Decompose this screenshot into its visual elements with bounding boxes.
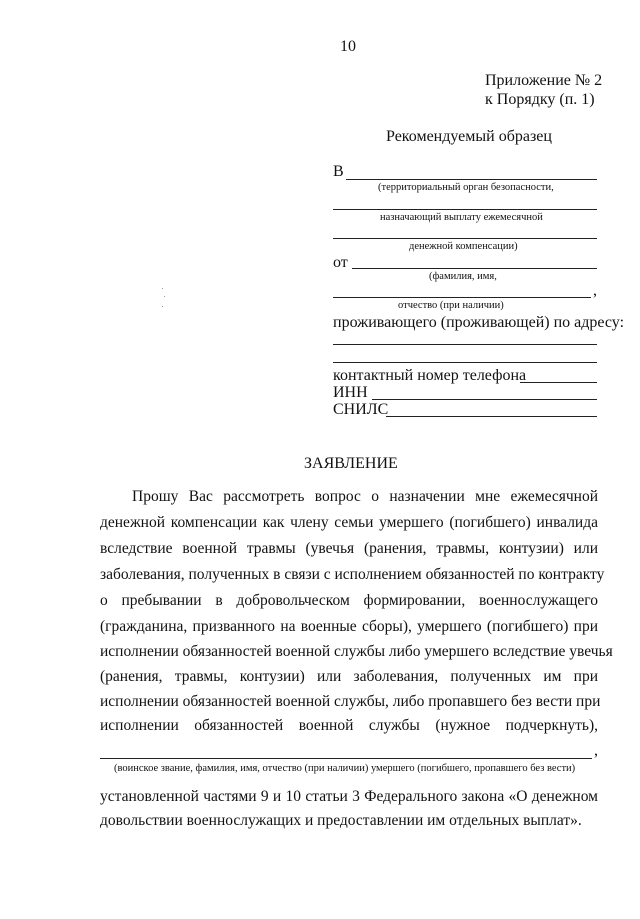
snils-label: СНИЛС bbox=[333, 401, 389, 418]
statement-line: исполнении обязанностей военной службы (нужное подчеркнуть), bbox=[100, 717, 598, 734]
inn-line bbox=[372, 399, 597, 400]
to-authority-caption-2: назначающий выплату ежемесячной bbox=[380, 212, 543, 223]
residence-label: проживающего (проживающей) по адресу: bbox=[333, 314, 625, 331]
address-line-2 bbox=[333, 362, 597, 363]
phone-label: контактный номер телефона bbox=[333, 367, 527, 384]
applicant-name-line bbox=[352, 268, 597, 269]
statement-tail-line: установленной частями 9 и 10 статьи 3 Федерального закона «О денежном bbox=[100, 788, 598, 805]
statement-line: исполнении обязанностей военной службы, либо пропавшего без вести при bbox=[100, 693, 601, 710]
statement-line: (гражданина, призванного на военные сборы), умершего (погибшего) при bbox=[100, 618, 598, 635]
scan-speck bbox=[164, 296, 165, 297]
sample-title: Рекомендуемый образец bbox=[386, 128, 552, 145]
phone-line bbox=[520, 382, 597, 383]
applicant-name-caption-2: отчество (при наличии) bbox=[398, 300, 504, 311]
statement-title: ЗАЯВЛЕНИЕ bbox=[304, 455, 398, 472]
statement-line: о пребывании в добровольческом формировании, военнослужащего bbox=[100, 592, 598, 609]
statement-line: Прошу Вас рассмотреть вопрос о назначении мне ежемесячной bbox=[132, 488, 598, 505]
applicant-name-line-2 bbox=[333, 297, 591, 298]
page-number: 10 bbox=[340, 38, 356, 55]
to-authority-line-3 bbox=[333, 238, 597, 239]
scan-speck bbox=[162, 288, 163, 289]
applicant-name-comma: , bbox=[593, 282, 597, 299]
appendix-title: Приложение № 2 bbox=[485, 72, 603, 89]
inn-label: ИНН bbox=[333, 384, 368, 401]
from-prefix: от bbox=[333, 254, 348, 271]
statement-tail-line: довольствии военнослужащих и предоставлении им отдельных выплат». bbox=[100, 812, 582, 829]
statement-line: денежной компенсации как члену семьи умершего (погибшего) инвалида bbox=[100, 514, 598, 531]
deceased-name-comma: , bbox=[594, 742, 598, 759]
deceased-name-line bbox=[100, 758, 592, 759]
statement-line: исполнении обязанностей военной службы либо умершего вследствие увечья bbox=[100, 643, 613, 660]
deceased-name-caption: (воинское звание, фамилия, имя, отчество (при наличии) умершего (погибшего, пропавшего без вести) bbox=[114, 763, 576, 774]
statement-line: (ранения, травмы, контузии) или заболевания, полученных им при bbox=[100, 668, 598, 685]
address-line-1 bbox=[333, 344, 597, 345]
statement-line: заболевания, полученных в связи с исполнением обязанностей по контракту bbox=[100, 566, 605, 583]
scan-speck bbox=[162, 306, 163, 307]
to-authority-caption-3: денежной компенсации) bbox=[409, 241, 518, 252]
applicant-name-caption-1: (фамилия, имя, bbox=[429, 271, 497, 282]
appendix-reference: к Порядку (п. 1) bbox=[485, 91, 595, 108]
statement-line: вследствие военной травмы (увечья (ранения, травмы, контузии) или bbox=[100, 540, 598, 557]
to-authority-caption-1: (территориальный орган безопасности, bbox=[378, 182, 554, 193]
to-authority-line-2 bbox=[333, 209, 597, 210]
snils-line bbox=[386, 416, 597, 417]
to-authority-line bbox=[346, 179, 597, 180]
to-prefix: В bbox=[333, 163, 344, 180]
